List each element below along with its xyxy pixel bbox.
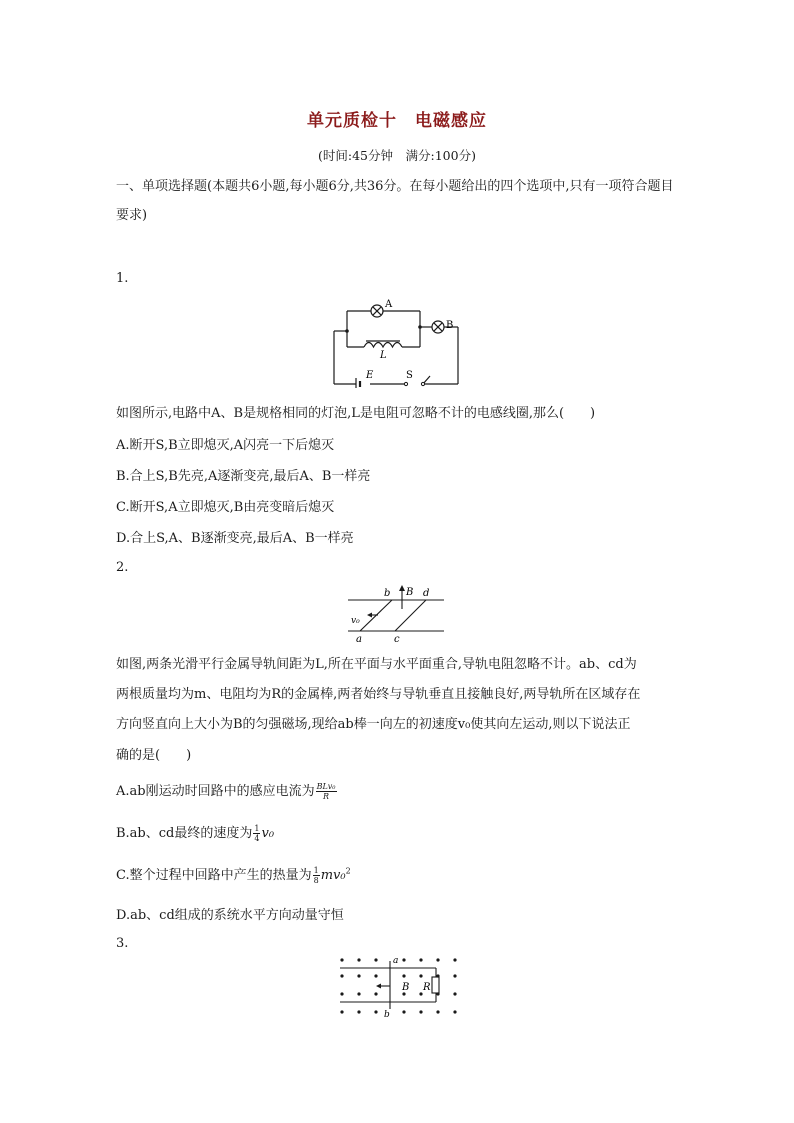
field-dot <box>374 958 377 961</box>
fraction-numerator: 1 <box>313 866 319 875</box>
q2-option-b-suffix: v₀ <box>261 826 275 841</box>
rod-label-c: c <box>394 634 400 644</box>
inductor-label: L <box>380 350 387 361</box>
fraction-numerator: 1 <box>254 824 260 833</box>
q1-number: 1. <box>116 271 129 286</box>
field-dot <box>340 958 343 961</box>
field-dot <box>453 958 456 961</box>
field-dot <box>419 974 422 977</box>
q2-option-a-fraction <box>316 782 337 801</box>
exam-info: (时间:45分钟 满分:100分) <box>318 148 476 163</box>
field-dot <box>357 958 360 961</box>
q3-magnetic-field-diagram <box>334 954 462 1020</box>
q2-option-a <box>116 780 338 801</box>
field-label-B: B <box>402 982 410 993</box>
q2-option-c-suffix: mv₀ <box>320 868 346 883</box>
resistor-label: R <box>423 982 431 993</box>
battery-label: E <box>366 370 374 381</box>
q1-stem: 如图所示,电路中A、B是规格相同的灯泡,L是电阻可忽略不计的电感线圈,那么( ) <box>116 406 596 421</box>
fraction-denominator: 8 <box>313 876 319 885</box>
rod-label-b: b <box>384 1010 390 1020</box>
fraction-denominator: 4 <box>254 834 260 843</box>
q2-option-b-fraction <box>253 824 260 843</box>
q1-option-b: B.合上S,B先亮,A逐渐变亮,最后A、B一样亮 <box>116 469 371 484</box>
switch-label: S <box>406 370 413 381</box>
q2-number: 2. <box>116 560 129 575</box>
field-dot <box>436 1010 439 1013</box>
q2-option-c-exponent: 2 <box>345 866 351 876</box>
q1-option-a: A.断开S,B立即熄灭,A闪亮一下后熄灭 <box>116 438 335 453</box>
field-dot <box>357 974 360 977</box>
rod-label-a: a <box>393 956 399 966</box>
field-dot <box>402 958 405 961</box>
field-dot <box>374 974 377 977</box>
q3-number: 3. <box>116 936 129 951</box>
q2-stem-line-4: 确的是( ) <box>116 748 192 763</box>
field-dot <box>374 992 377 995</box>
field-dot <box>340 992 343 995</box>
field-dot <box>402 1010 405 1013</box>
rod-label-a: a <box>356 634 362 644</box>
q1-circuit-diagram <box>326 296 464 388</box>
field-dot <box>419 1010 422 1013</box>
velocity-label: v₀ <box>351 616 360 626</box>
field-dot <box>419 958 422 961</box>
lamp-a-label: A <box>385 299 393 310</box>
q1-option-d: D.合上S,A、B逐渐变亮,最后A、B一样亮 <box>116 531 354 546</box>
field-label-B: B <box>406 587 414 598</box>
field-dot <box>402 974 405 977</box>
field-dot <box>357 1010 360 1013</box>
field-dot <box>374 1010 377 1013</box>
field-dot <box>340 974 343 977</box>
section-intro: 一、单项选择题(本题共6小题,每小题6分,共36分。在每小题给出的四个选项中,只有一项符合题目要求) <box>116 179 674 223</box>
field-dot <box>453 1010 456 1013</box>
lamp-b-label: B <box>446 320 454 331</box>
q2-option-b-text: B.ab、cd最终的速度为 <box>116 826 253 841</box>
field-dot <box>453 974 456 977</box>
field-dot <box>357 992 360 995</box>
q2-option-c <box>116 864 351 885</box>
field-dot <box>453 992 456 995</box>
field-dot <box>436 958 439 961</box>
q2-rails-diagram <box>346 582 446 644</box>
q2-option-d: D.ab、cd组成的系统水平方向动量守恒 <box>116 908 344 923</box>
fraction-denominator: R <box>323 792 330 801</box>
q2-option-c-text: C.整个过程中回路中产生的热量为 <box>116 868 312 883</box>
fraction-numerator: BLv₀ <box>316 782 336 791</box>
rod-label-d: d <box>423 588 430 599</box>
q2-option-c-fraction <box>313 866 320 885</box>
q2-option-a-text: A.ab刚运动时回路中的感应电流为 <box>116 784 315 799</box>
q2-stem-line-3: 方向竖直向上大小为B的匀强磁场,现给ab棒一向左的初速度v₀使其向左运动,则以下说法正 <box>116 717 631 732</box>
field-dot <box>340 1010 343 1013</box>
q2-stem-line-2: 两根质量均为m、电阻均为R的金属棒,两者始终与导轨垂直且接触良好,两导轨所在区域存在 <box>116 687 641 702</box>
q1-option-c: C.断开S,A立即熄灭,B由亮变暗后熄灭 <box>116 500 335 515</box>
page-title: 单元质检十 电磁感应 <box>307 111 487 131</box>
q2-option-b <box>116 822 274 843</box>
q2-stem-line-1: 如图,两条光滑平行金属导轨间距为L,所在平面与水平面重合,导轨电阻忽略不计。ab、cd为 <box>116 657 637 672</box>
rod-label-b: b <box>384 588 391 599</box>
